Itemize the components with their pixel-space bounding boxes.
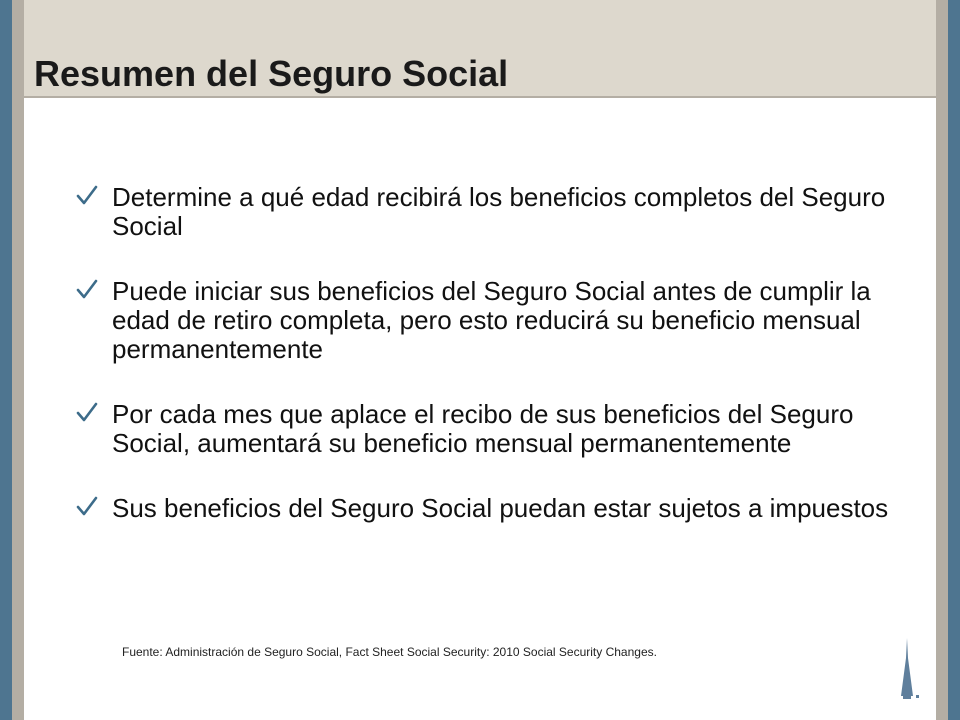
bullet-text: Determine a qué edad recibirá los beneficios completos del Seguro Social bbox=[112, 182, 886, 241]
header-divider bbox=[24, 96, 936, 98]
bullet-item bbox=[76, 277, 916, 364]
bullet-item bbox=[76, 183, 916, 241]
bullet-list bbox=[76, 183, 916, 523]
slide bbox=[24, 0, 936, 720]
bullet-text: Por cada mes que aplace el recibo de sus beneficios del Seguro Social, aumentará su beneficio mensual permanentemente bbox=[112, 399, 854, 458]
bullet-item bbox=[76, 494, 916, 523]
check-icon bbox=[76, 184, 98, 206]
check-icon bbox=[76, 401, 98, 423]
check-icon bbox=[76, 495, 98, 517]
page-title: Resumen del Seguro Social bbox=[34, 53, 509, 94]
pyramid-tower-logo-icon bbox=[892, 638, 922, 700]
bullet-item bbox=[76, 400, 916, 458]
check-icon bbox=[76, 278, 98, 300]
bullet-text: Sus beneficios del Seguro Social puedan estar sujetos a impuestos bbox=[112, 493, 889, 523]
bullet-text: Puede iniciar sus beneficios del Seguro Social antes de cumplir la edad de retiro completa, pero esto reducirá su beneficio mensual permanentemente bbox=[112, 276, 871, 364]
source-citation: Fuente: Administración de Seguro Social, Fact Sheet Social Security: 2010 Social Security Changes. bbox=[122, 645, 657, 659]
